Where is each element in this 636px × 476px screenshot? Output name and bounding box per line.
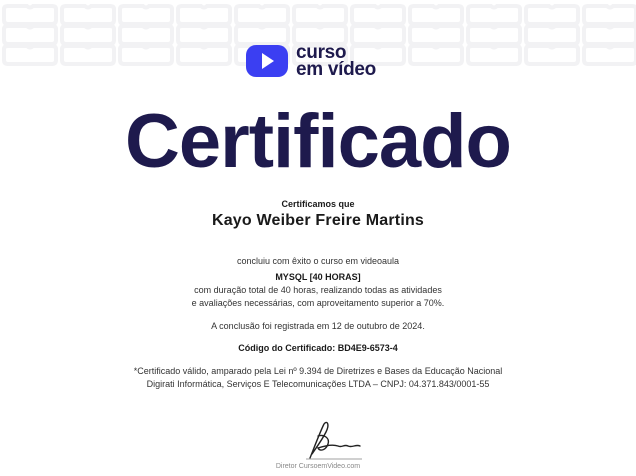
signer-caption: Diretor CursoemVideo.com (275, 463, 361, 470)
logo-wordmark (296, 44, 376, 78)
video-play-logo-icon (245, 42, 289, 80)
duration-line-2: e avaliações necessárias, com aproveitamento superior a 70%. (191, 298, 445, 308)
certificate-title: Certificado (125, 99, 511, 184)
legal-line-1: *Certificado válido, amparado pela Lei nº 9.394 de Diretrizes e Bases da Educação Nacional (133, 366, 503, 376)
director-signature (300, 418, 368, 466)
completion-text: concluiu com êxito o curso em videoaula (236, 256, 400, 266)
logo-line-2: em vídeo (296, 59, 376, 80)
certify-lead-text: Certificamos que (281, 199, 355, 209)
legal-line-2: Digirati Informática, Serviços E Telecomunicações LTDA – CNPJ: 04.371.843/0001-55 (146, 379, 490, 389)
certificate-code: Código do Certificado: BD4E9-6573-4 (238, 343, 398, 353)
brand-logo (245, 41, 376, 81)
logo-line-1: curso (296, 42, 347, 63)
course-name: MYSQL [40 HORAS] (275, 272, 361, 282)
duration-line-1: com duração total de 40 horas, realizando todas as atividades (194, 285, 442, 295)
registration-date: A conclusão foi registrada em 12 de outubro de 2024. (211, 321, 425, 331)
recipient-name: Kayo Weiber Freire Martins (211, 212, 425, 229)
